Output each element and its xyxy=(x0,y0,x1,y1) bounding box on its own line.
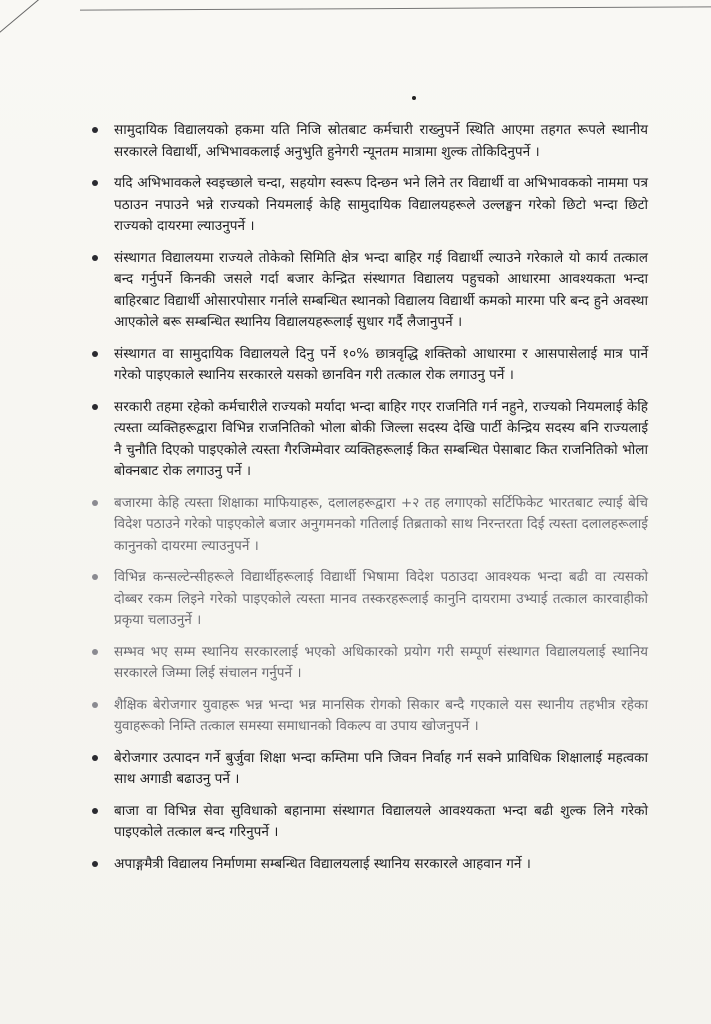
bullet-icon xyxy=(92,861,98,867)
list-item-text: सरकारी तहमा रहेको कर्मचारीले राज्यको मर्यादा भन्दा बाहिर गएर राजनिति गर्न नहुने, राज्यको नियमलाई केहि त्यस्ता व्यक्तिहरूद्वारा विभिन्न राजनितिको भोला बोकी जिल्ला सदस्य देखि पार्टी केन्द्रिय सदस्य बनि राज्यलाई नै चुनौति दिएको पाइएकोले त्यस्ता गैरजिम्मेवार व्यक्तिहरूलाई कित सम्बन्धित पेसाबाट कित राजनितिको भोला बोक्नबाट रोक लगाउनु पर्ने । xyxy=(114,398,648,479)
bullet-icon xyxy=(92,180,98,186)
page-corner-fold-line xyxy=(0,0,82,41)
list-item-text: संस्थागत वा सामुदायिक विद्यालयले दिनु पर्ने १०% छात्रवृद्धि शक्तिको आधारमा र आसपासेलाई मात्र पार्ने गरेको पाइएकाले स्थानिय सरकारले यसको छानविन गरी तत्काल रोक लगाउनु पर्ने । xyxy=(114,345,648,383)
list-item xyxy=(88,642,648,685)
list-item xyxy=(88,695,648,738)
list-item-text: बाजा वा विभिन्न सेवा सुविधाको बहानामा संस्थागत विद्यालयले आवश्यकता भन्दा बढी शुल्क लिने गरेको पाइएकोले तत्काल बन्द गरिनुपर्ने । xyxy=(114,802,648,840)
bullet-icon xyxy=(92,255,98,261)
list-item-text: सम्भव भए सम्म स्थानिय सरकारलाई भएको अधिकारको प्रयोग गरी सम्पूर्ण संस्थागत विद्यालयलाई स्थानिय सरकारले जिम्मा लिई संचालन गर्नुपर्ने । xyxy=(114,643,648,681)
ink-dot-mark xyxy=(412,96,416,100)
list-item-text: यदि अभिभावकले स्वइच्छाले चन्दा, सहयोग स्वरूप दिन्छन भने लिने तर विद्यार्थी वा अभिभावकको नाममा पत्र पठाउन नपाउने भन्ने राज्यको नियमलाई केहि सामुदायिक विद्यालयहरूले उल्लङ्घन गरेको छिटो भन्दा छिटो राज्यको दायरमा ल्याउनुपर्ने । xyxy=(114,175,648,234)
list-item-text: शैक्षिक बेरोजगार युवाहरू भन्न भन्दा भन्न मानसिक रोगको सिकार बन्दै गएकाले यस स्थानीय तहभीत्र रहेका युवाहरूको निम्ति तत्काल समस्या समाधानको विकल्प वा उपाय खोजनुपर्ने । xyxy=(114,696,648,734)
list-item xyxy=(88,854,648,876)
list-item-text: बजारमा केहि त्यस्ता शिक्षाका माफियाहरू, दलालहरूद्वारा +२ तह लगाएको सर्टिफिकेट भारतबाट ल्याई बेचि विदेश पठाउने गरेको पाइएकोले बजार अनुगमनको गतिलाई तिब्रताको साथ निरन्तरता दिई त्यस्ता दलालहरूलाई कानुनको दायरमा ल्याउनुपर्ने । xyxy=(114,494,648,554)
list-item xyxy=(88,120,648,163)
bullet-icon xyxy=(92,808,98,814)
list-item xyxy=(88,173,648,238)
bullet-icon xyxy=(92,351,98,357)
bullet-list xyxy=(88,120,648,885)
bullet-icon xyxy=(92,127,98,133)
bullet-icon xyxy=(92,649,98,655)
list-item xyxy=(88,567,648,632)
page-top-edge-line xyxy=(80,6,711,10)
list-item-text: सामुदायिक विद्यालयको हकमा यति निजि स्रोतबाट कर्मचारी राख्नुपर्ने स्थिति आएमा तहगत रूपले स्थानीय सरकारले विद्यार्थी, अभिभावकलाई अनुभुति हुनेगरी न्यूनतम मात्रामा शुल्क तोकिदिनुपर्ने । xyxy=(114,122,648,160)
bullet-icon xyxy=(92,755,98,761)
list-item-text: संस्थागत विद्यालयमा राज्यले तोकेको सिमिति क्षेत्र भन्दा बाहिर गई विद्यार्थी ल्याउने गरेकाले यो कार्य तत्काल बन्द गर्नुपर्ने किनकी जसले गर्दा बजार केन्द्रित संस्थागत विद्यालय पहुचको आधारमा आवश्यकता भन्दा बाहिरबाट विद्यार्थी ओसारपोसार गर्नाले सम्बन्धित स्थानको विद्यालय विद्यार्थी कमको मारमा परि बन्द हुने अवस्था आएकोले बरू सम्बन्धित स्थानिय विद्यालयहरूलाई सुधार गर्दै लैजानुपर्ने । xyxy=(114,249,648,330)
bullet-icon xyxy=(92,500,98,506)
bullet-icon xyxy=(92,574,98,580)
list-item-text: अपाङ्गमैत्री विद्यालय निर्माणमा सम्बन्धित विद्यालयलाई स्थानिय सरकारले आहवान गर्ने । xyxy=(114,855,531,872)
list-item xyxy=(88,801,648,844)
list-item xyxy=(88,397,648,483)
list-item-text: बेरोजगार उत्पादन गर्ने बुर्जुवा शिक्षा भन्दा कम्तिमा पनि जिवन निर्वाह गर्न सक्ने प्राविधिक शिक्षालाई महत्वका साथ अगाडी बढाउनु पर्ने । xyxy=(114,749,648,787)
list-item xyxy=(88,493,648,558)
list-item-text: विभिन्न कन्सल्टेन्सीहरूले विद्यार्थीहरूलाई विद्यार्थी भिषामा विदेश पठाउदा आवश्यक भन्दा बढी वा त्यसको दोब्बर रकम लिइने गरेको पाइएकोले त्यस्ता मानव तस्करहरूलाई कानुनि दायरामा उभ्याई तत्काल कारवाहीको प्रकृया चलाउनुर्ने । xyxy=(114,569,648,628)
list-item xyxy=(88,748,648,791)
list-item xyxy=(88,248,648,334)
bullet-icon xyxy=(92,702,98,708)
bullet-icon xyxy=(92,404,98,410)
list-item xyxy=(88,344,648,387)
